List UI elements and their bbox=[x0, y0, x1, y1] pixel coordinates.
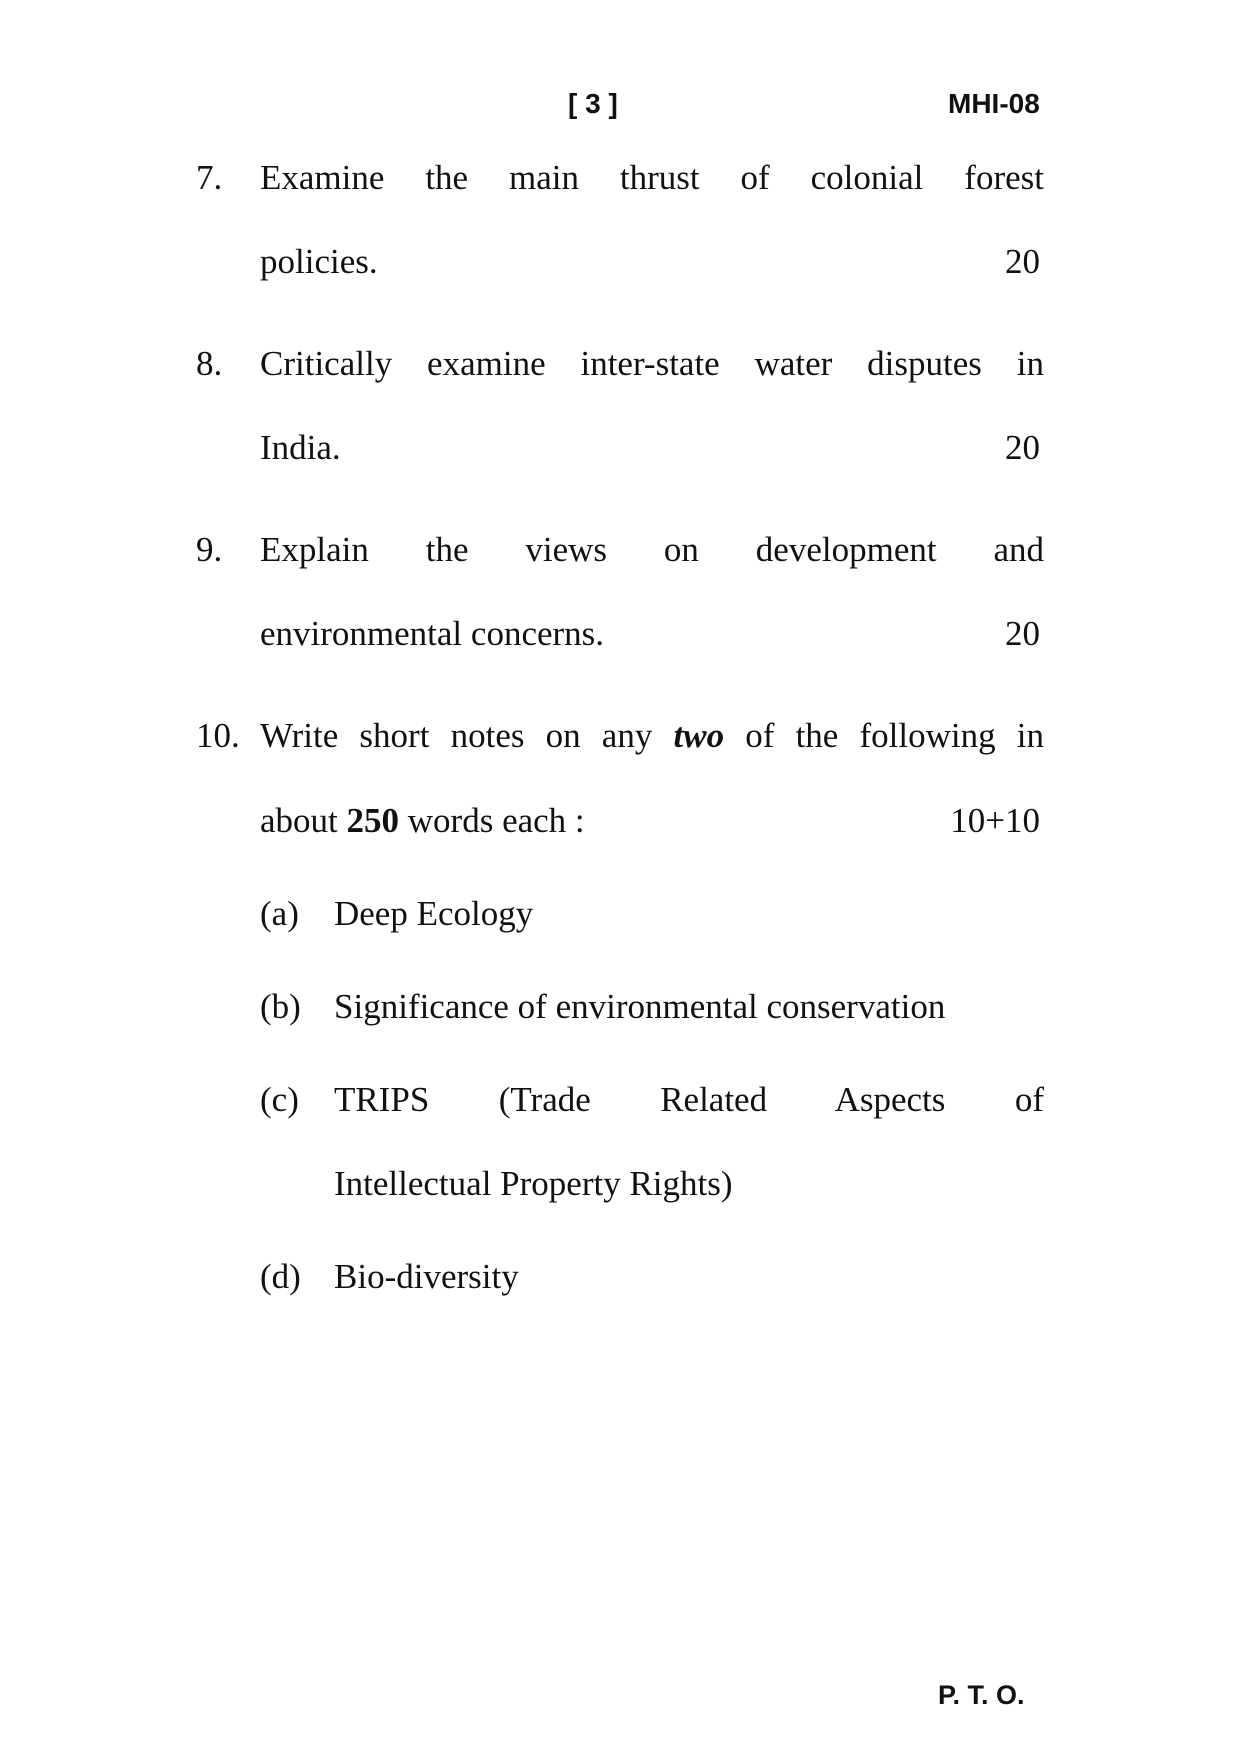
option-c-text-line1: TRIPS (Trade Related Aspects of bbox=[334, 1080, 1044, 1119]
option-a-text: Deep Ecology bbox=[334, 894, 534, 933]
question-7-number: 7. bbox=[196, 158, 223, 197]
question-8-number: 8. bbox=[196, 344, 223, 383]
course-code: MHI-08 bbox=[948, 88, 1040, 119]
question-8-text-line2: India. bbox=[260, 428, 341, 467]
please-turn-over: P. T. O. bbox=[938, 1680, 1025, 1710]
word-count: 250 bbox=[346, 801, 400, 840]
question-7-marks: 20 bbox=[1005, 242, 1040, 281]
question-7-text-line2: policies. bbox=[260, 242, 378, 281]
question-9-marks: 20 bbox=[1005, 614, 1040, 653]
option-a-label: (a) bbox=[260, 894, 299, 933]
question-9-number: 9. bbox=[196, 530, 223, 569]
question-10-number: 10. bbox=[196, 716, 240, 755]
question-9-text-line1: Explain the views on development and bbox=[260, 530, 1044, 569]
question-10-text-line1: Write short notes on any two of the following in bbox=[260, 716, 1044, 755]
option-c-text-line2: Intellectual Property Rights) bbox=[334, 1164, 733, 1203]
emphasis-two: two bbox=[673, 716, 725, 755]
question-8-marks: 20 bbox=[1005, 428, 1040, 467]
question-7-text-line1: Examine the main thrust of colonial forest bbox=[260, 158, 1044, 197]
option-c-label: (c) bbox=[260, 1080, 299, 1119]
option-b-text: Significance of environmental conservation bbox=[334, 987, 946, 1026]
option-d-label: (d) bbox=[260, 1257, 301, 1296]
question-10-text-line2: about 250 words each : bbox=[260, 801, 585, 840]
page-number: [ 3 ] bbox=[568, 88, 618, 119]
question-10-marks: 10+10 bbox=[950, 801, 1040, 840]
option-d-text: Bio-diversity bbox=[334, 1257, 519, 1296]
question-8-text-line1: Critically examine inter-state water disputes in bbox=[260, 344, 1044, 383]
option-b-label: (b) bbox=[260, 987, 301, 1026]
question-9-text-line2: environmental concerns. bbox=[260, 614, 605, 653]
